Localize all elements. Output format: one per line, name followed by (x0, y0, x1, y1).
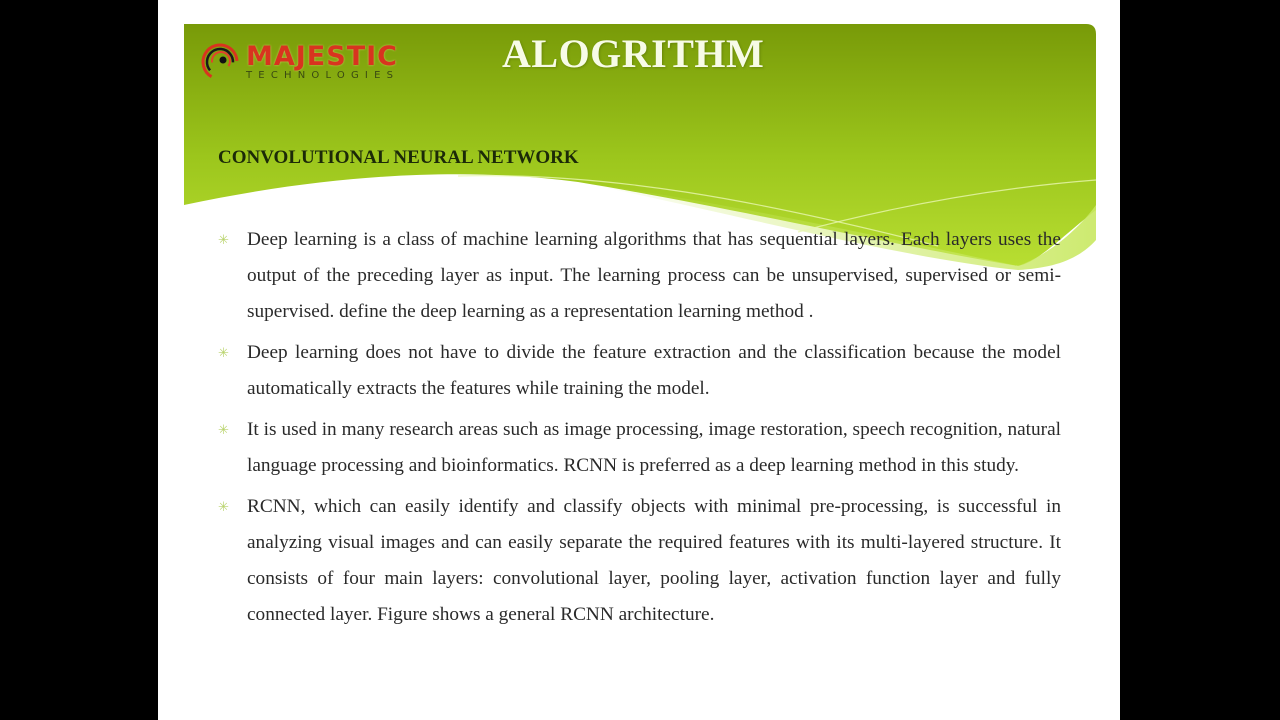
bullet-item (218, 222, 1061, 330)
bullet-text: Deep learning does not have to divide the feature extraction and the classification because the model automatically extracts the features while training the model. (247, 342, 1061, 399)
slide-subtitle: CONVOLUTIONAL NEURAL NETWORK (218, 147, 579, 168)
asterisk-bullet-icon: ✳ (218, 499, 229, 514)
bullet-item (218, 412, 1061, 484)
bullet-text: RCNN, which can easily identify and classify objects with minimal pre-processing, is successful in analyzing visual images and can easily separate the required features with its multi-layered structure. It consists of four main layers: convolutional layer, pooling layer, activation function layer and fully connected layer. Figure shows a general RCNN architecture. (247, 496, 1061, 625)
bullet-item (218, 335, 1061, 407)
logo-swirl-icon (200, 40, 240, 84)
asterisk-bullet-icon: ✳ (218, 422, 229, 437)
slide (158, 0, 1120, 720)
asterisk-bullet-icon: ✳ (218, 345, 229, 360)
logo-name: MAJESTIC (246, 41, 398, 72)
company-logo (200, 40, 399, 84)
bullet-text: It is used in many research areas such as image processing, image restoration, speech recognition, natural language processing and bioinformatics. RCNN is preferred as a deep learning method in this study. (247, 419, 1061, 476)
bullet-list (218, 222, 1061, 638)
bullet-item (218, 489, 1061, 633)
bullet-text: Deep learning is a class of machine learning algorithms that has sequential layers. Each layers uses the output of the preceding layer as input. The learning process can be unsupervised, supervised or semi-supervised. define the deep learning as a representation learning method . (247, 229, 1061, 322)
slide-title: ALOGRITHM (502, 31, 765, 76)
asterisk-bullet-icon: ✳ (218, 232, 229, 247)
logo-tagline: TECHNOLOGIES (246, 70, 400, 81)
